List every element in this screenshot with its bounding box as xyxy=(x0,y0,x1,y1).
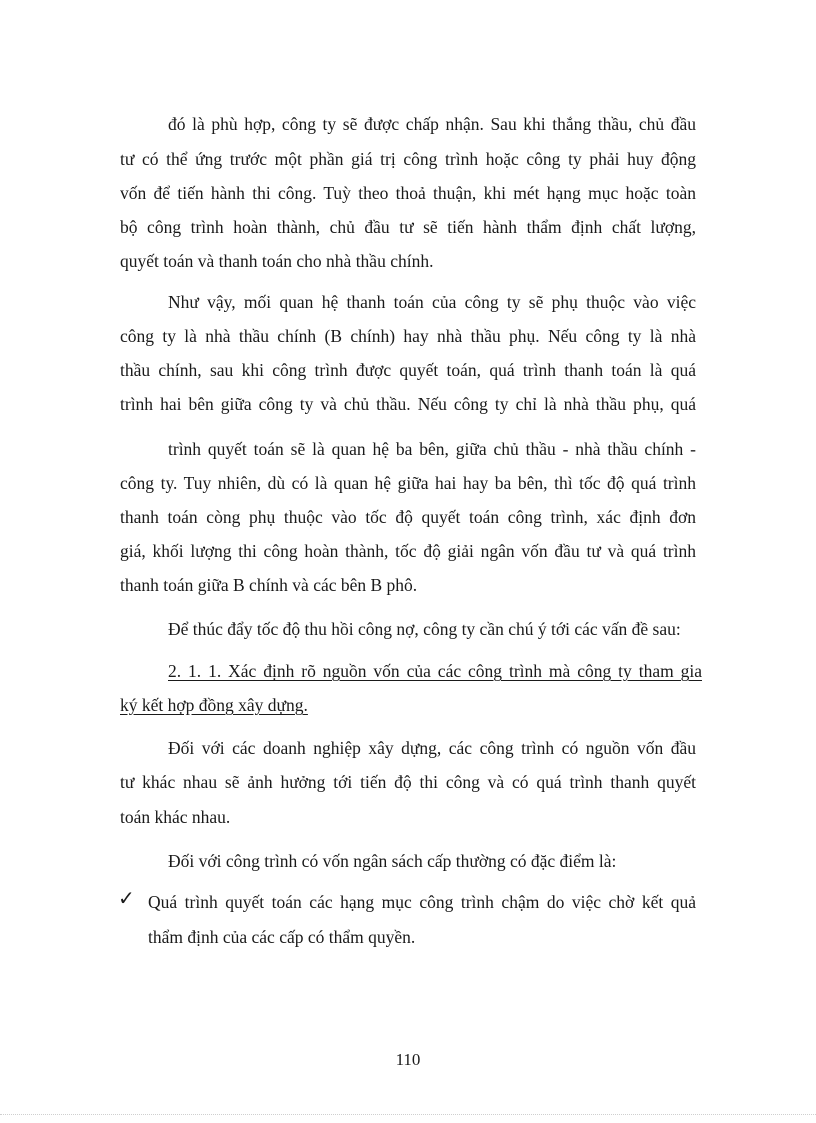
paragraph-7-line-1: Đối với công trình có vốn ngân sách cấp thường có đặc điểm là: xyxy=(168,851,617,871)
bullet-line-2: thẩm định của các cấp có thẩm quyền. xyxy=(148,927,416,947)
section-heading-line-2: ký kết hợp đồng xây dựng. xyxy=(120,695,308,715)
section-heading-line-1: 2. 1. 1. Xác định rõ nguồn vốn của các công trình mà công ty tham gia xyxy=(168,661,702,681)
paragraph-3-line-3: thanh toán còng phụ thuộc vào tốc độ quyết toán công trình, xác định đơn xyxy=(120,507,696,527)
paragraph-3-line-5: thanh toán giữa B chính và các bên B phô. xyxy=(120,575,418,595)
paragraph-4-line-1: Để thúc đẩy tốc độ thu hồi công nợ, công ty cần chú ý tới các vấn đề sau: xyxy=(168,619,681,639)
paragraph-1-line-3: vốn để tiến hành thi công. Tuỳ theo thoả thuận, khi mét hạng mục hoặc toàn xyxy=(120,183,696,203)
checkmark-icon: ✓ xyxy=(118,888,135,910)
paragraph-3-line-4: giá, khối lượng thi công hoàn thành, tốc độ giải ngân vốn đầu tư và quá trình xyxy=(120,541,696,561)
paragraph-6-line-3: toán khác nhau. xyxy=(120,807,231,827)
paragraph-2-line-3: thầu chính, sau khi công trình được quyết toán, quá trình thanh toán là quá xyxy=(120,360,696,380)
paragraph-6-line-2: tư khác nhau sẽ ảnh hưởng tới tiến độ thi công và có quá trình thanh quyết xyxy=(120,772,696,792)
paragraph-2-line-2: công ty là nhà thầu chính (B chính) hay nhà thầu phụ. Nếu công ty là nhà xyxy=(120,326,696,346)
page-bottom-divider xyxy=(0,1114,816,1115)
paragraph-3-line-1: trình quyết toán sẽ là quan hệ ba bên, giữa chủ thầu - nhà thầu chính - xyxy=(168,439,696,459)
paragraph-2-line-1: Như vậy, mối quan hệ thanh toán của công ty sẽ phụ thuộc vào việc xyxy=(168,292,696,312)
paragraph-1-line-1: đó là phù hợp, công ty sẽ được chấp nhận. Sau khi thắng thầu, chủ đầu xyxy=(168,114,696,134)
paragraph-1-line-4: bộ công trình hoàn thành, chủ đầu tư sẽ tiến hành thẩm định chất lượng, xyxy=(120,217,696,237)
paragraph-6-line-1: Đối với các doanh nghiệp xây dựng, các công trình có nguồn vốn đầu xyxy=(168,738,696,758)
paragraph-1-line-5: quyết toán và thanh toán cho nhà thầu chính. xyxy=(120,251,434,271)
bullet-line-1: Quá trình quyết toán các hạng mục công trình chậm do việc chờ kết quả xyxy=(148,892,696,912)
paragraph-2-line-4: trình hai bên giữa công ty và chủ thầu. Nếu công ty chỉ là nhà thầu phụ, quá xyxy=(120,394,696,414)
page-number: 110 xyxy=(395,1050,421,1069)
paragraph-3-line-2: công ty. Tuy nhiên, dù có là quan hệ giữa hai hay ba bên, thì tốc độ quá trình xyxy=(120,473,696,493)
paragraph-1-line-2: tư có thể ứng trước một phần giá trị công trình hoặc công ty phải huy động xyxy=(120,149,696,169)
